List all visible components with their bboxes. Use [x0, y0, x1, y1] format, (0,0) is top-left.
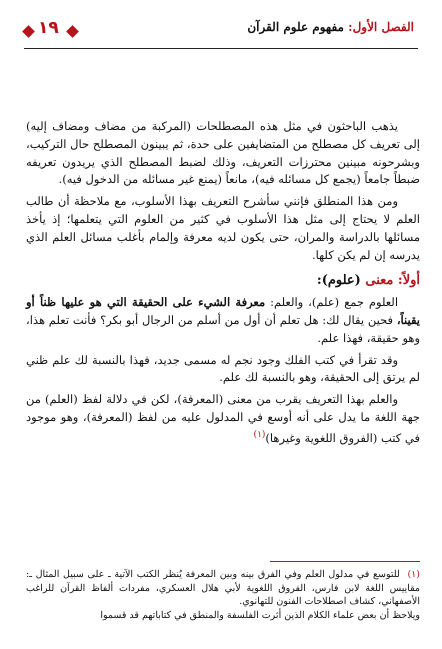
footnote-divider — [270, 561, 420, 562]
footnote-ref: (١) — [253, 429, 266, 440]
paragraph-3-end: فحين يقال لك: هل تعلم أن أول من أسلم من الرجال أبو بكر؟ فأنت تعلم هذا، وهو حقيقة، فهذا علم. — [26, 312, 420, 345]
paragraph-5 — [26, 391, 420, 447]
paragraph-3 — [26, 294, 420, 347]
ornament-right-icon — [66, 25, 79, 38]
paragraph-2: ومن هذا المنطلق فإنني سأشرح التعريف بهذا الأسلوب، مع ملاحظة أن طالب العلم لا يحتاج إلى مثل هذا الأسلوب في كثير من العلوم التي يتعلمها؛ إذ يأخذ مسائلها بالدراسة والمران، حتى يكون لديه معرفة وإلمام بأغلب مسائل العلم الذي يدرسه إن لم يكن كلها. — [26, 194, 420, 262]
definition-bold: معرفة الشيء على الحقيقة التي هو عليها ظناً أو يقيناً، — [26, 295, 421, 327]
section-heading-value: (علوم): — [316, 273, 361, 289]
footnote-1-text: للتوسع في مدلول العلم وفي الفرق بينه وبين المعرفة يُنظر الكتب الآتية ـ على سبيل المثال ـ: مقاييس اللغة لابن فارس، الفروق اللغوية لأبي هلال العسكري، مفردات ألفاظ القرآن للراغب الأصفهاني، كشاف اصطلاحات الفنون للتهانوي. — [26, 569, 420, 607]
page-number: ١٩ — [38, 18, 59, 38]
running-title — [247, 20, 414, 34]
paragraph-1: يذهب الباحثون في مثل هذه المصطلحات (المركبة من مضاف ومضاف إليه) إلى تعريف كل مصطلح من المتضايفين على حدة، ثم يبينون المصطلح حال التركيب، وبشرحونه مبينين محترزات التعريف، وذلك لضبط المصطلح الذي يريدون تعريفه ضبطاً جامعاً (يجمع كل مسائله فيه)، مانعاً (يمنع غير مسائله من الدخول فيه). — [26, 119, 420, 187]
footnote-1-mark: (١) — [407, 569, 420, 580]
footnote-2: ويلاحظ أن بعض علماء الكلام الذين أثرت الفلسفة والمنطق في كتاباتهم قد قسموا — [100, 609, 420, 621]
chapter-label: الفصل الأول: — [348, 20, 414, 34]
paragraph-5-text: والعلم بهذا التعريف يقرب من معنى (المعرفة)، لكن في دلالة لفظ (العلم) من جهة اللغة ما يدل على أنه أوسع في المدلول عليه من لفظ (المعرفة)، وهو موجود في كتب (الفروق اللغوية وغيرها) — [26, 392, 420, 445]
section-heading-prefix: أولاً: معنى — [365, 273, 420, 289]
section-heading — [26, 272, 420, 290]
footnotes — [26, 568, 420, 622]
paragraph-3-start: العلوم جمع (علم)، والعلم: — [270, 295, 399, 310]
paragraph-4: وقد تقرأ في كتب الفلك وجود نجم له مسمى جديد، فهذا بالنسبة لك علم ظني لم يرتق إلى الحقيقة، وهو بالنسبة لك علم. — [26, 352, 420, 385]
ornament-left-icon — [22, 25, 35, 38]
page-header — [24, 18, 418, 49]
main-text — [26, 118, 420, 451]
chapter-title: مفهوم علوم القرآن — [247, 20, 344, 34]
footnote-1 — [26, 568, 420, 609]
